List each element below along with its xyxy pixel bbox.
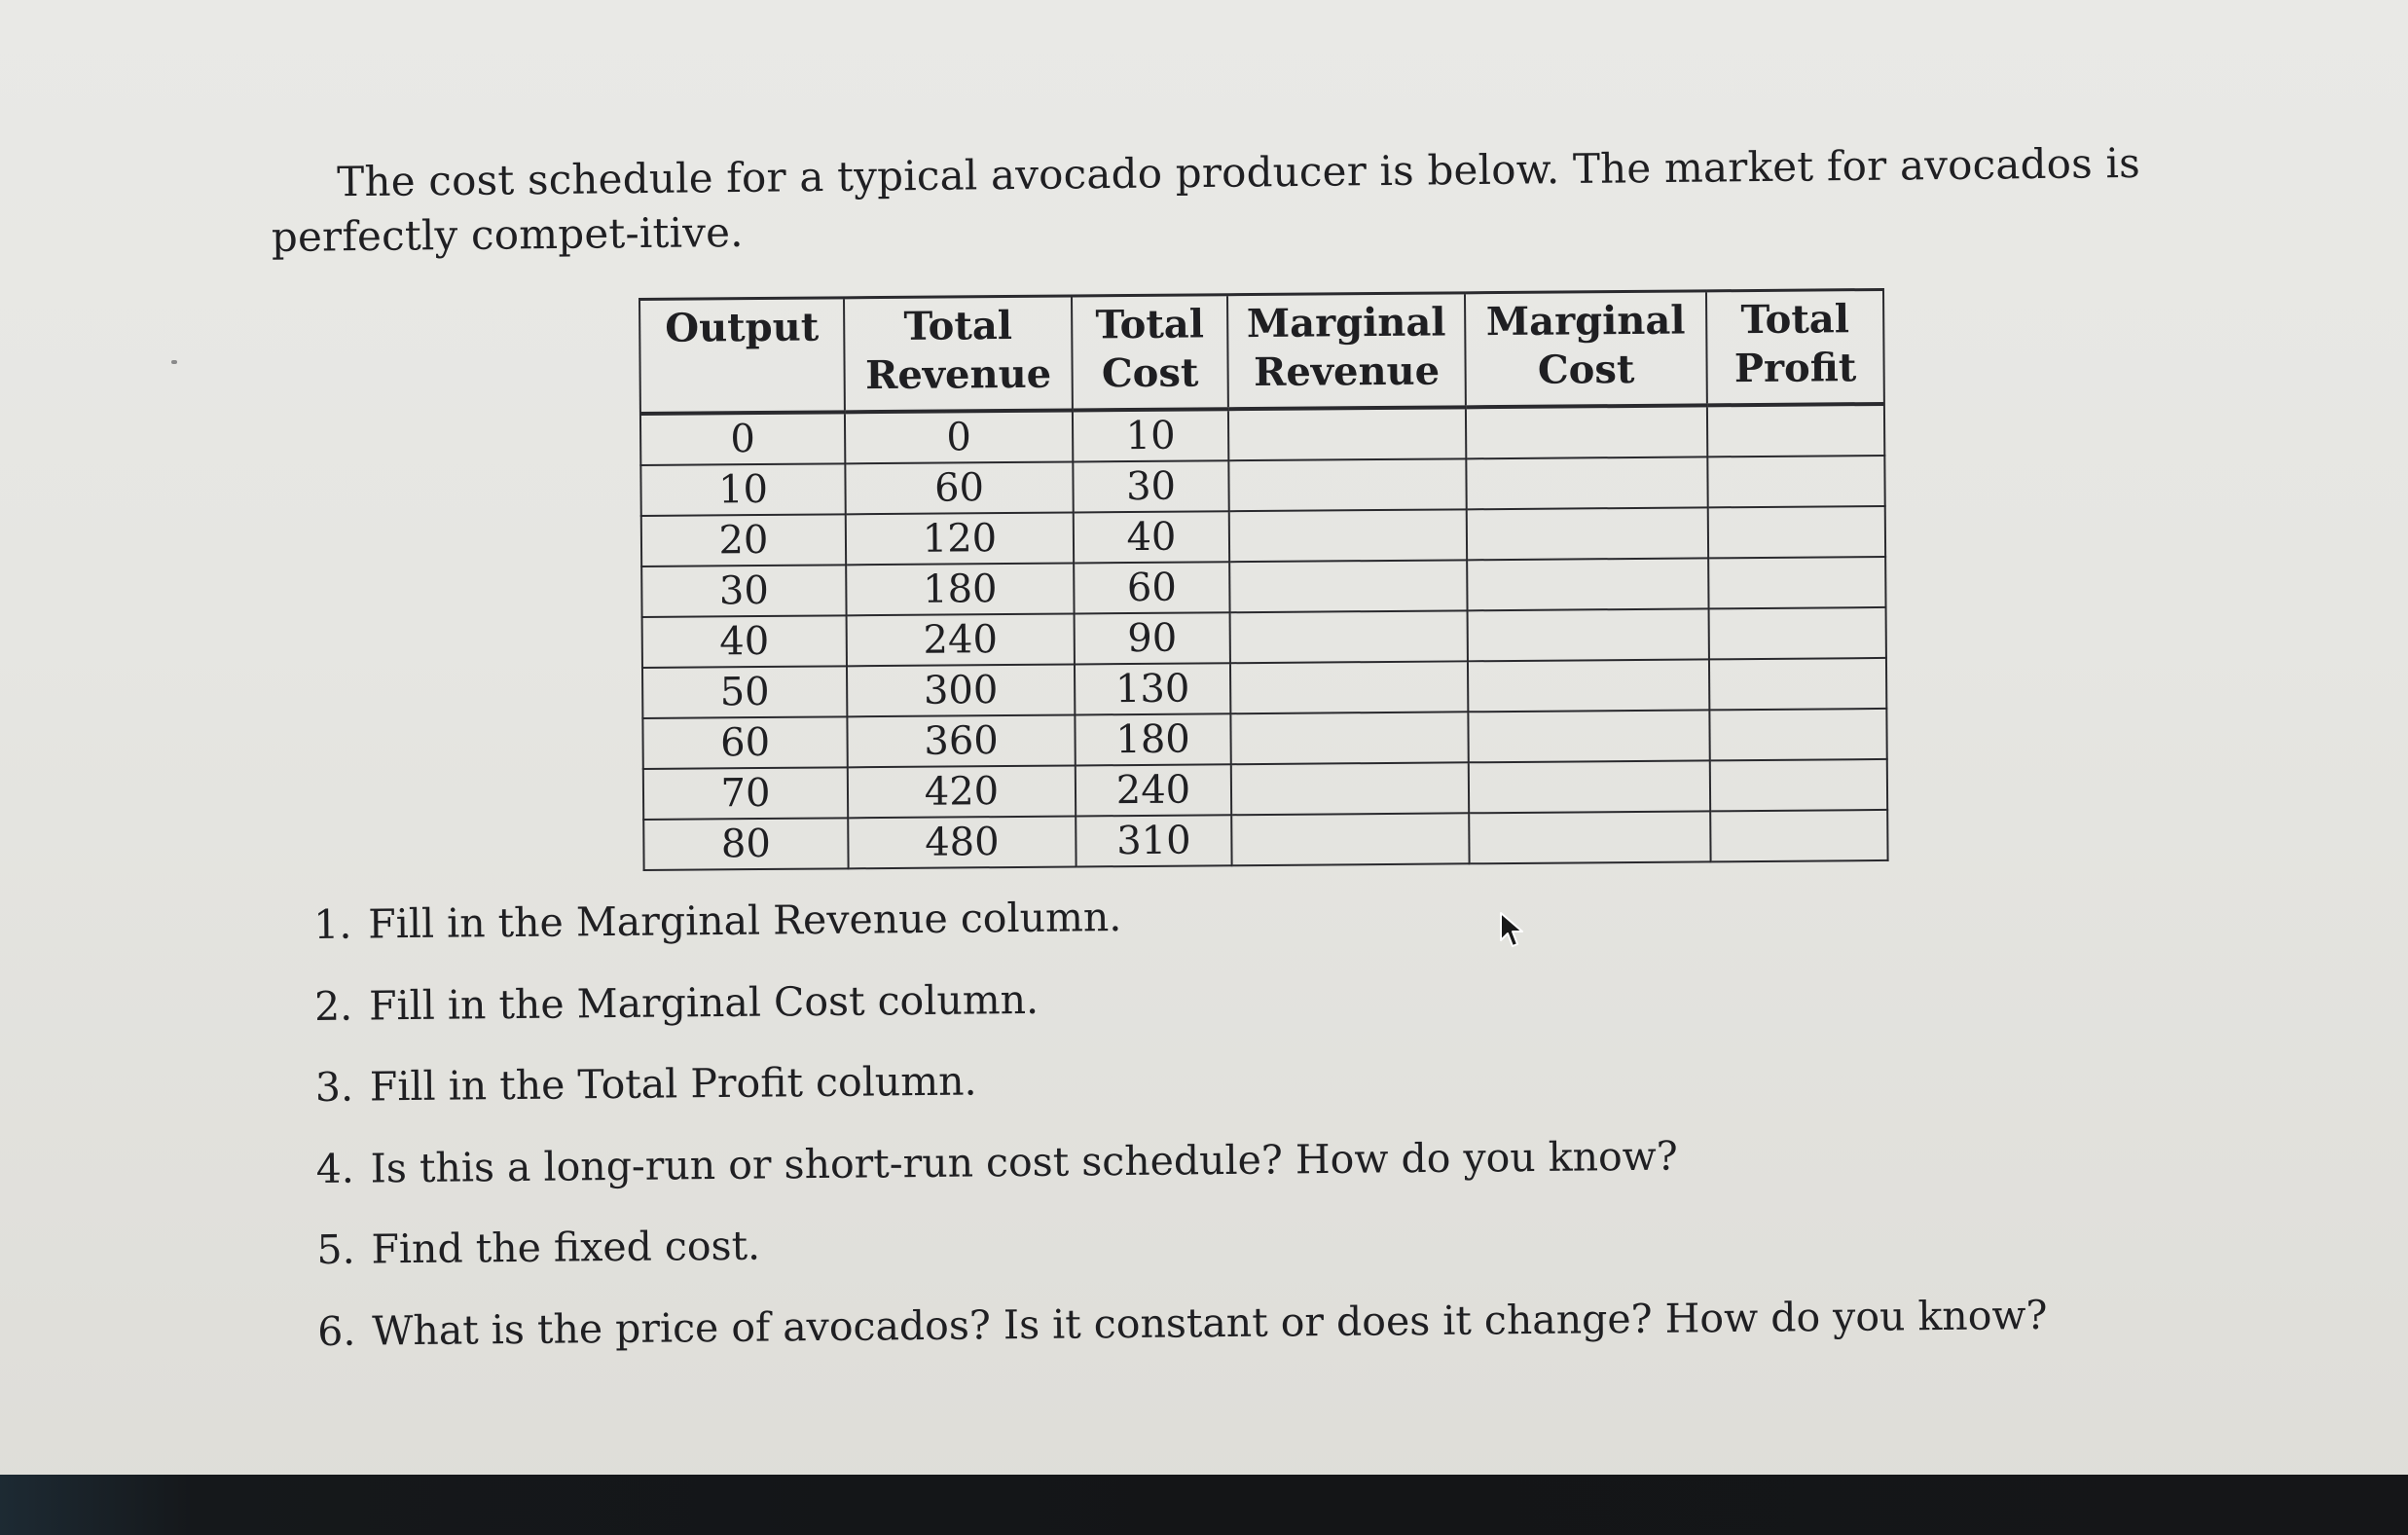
question-number: 3. (314, 1063, 354, 1111)
cell-total-cost: 310 (1076, 815, 1231, 866)
cell-total-cost: 90 (1075, 612, 1230, 664)
cell-marginal-cost (1467, 558, 1708, 610)
cell-output: 0 (640, 412, 845, 465)
intro-paragraph: The cost schedule for a typical avocado producer is below. The market for avocados is perfectly compet-itive. (271, 138, 2141, 261)
cell-total-revenue: 180 (846, 563, 1074, 615)
question-number: 2. (313, 982, 353, 1030)
question-text: Fill in the Total Profit column. (369, 1057, 977, 1111)
question-item (317, 1287, 2048, 1385)
header-total-revenue-line1: Total (903, 302, 1013, 349)
cell-total-revenue: 240 (847, 613, 1075, 666)
question-number: 6. (317, 1307, 356, 1355)
cell-total-profit (1710, 810, 1887, 861)
cell-output: 30 (641, 565, 846, 617)
header-total-cost-line1: Total (1095, 301, 1205, 348)
cell-total-cost: 10 (1073, 409, 1228, 461)
cell-total-revenue: 360 (847, 714, 1075, 767)
cell-total-profit (1709, 709, 1886, 760)
header-total-revenue (844, 296, 1073, 412)
header-marginal-cost (1465, 291, 1707, 407)
cell-output: 40 (642, 615, 847, 668)
question-text: What is the price of avocados? Is it constant or does it change? How do you know? (372, 1291, 2048, 1354)
header-marginal-cost-line2: Cost (1537, 346, 1635, 393)
cell-total-profit (1707, 456, 1884, 507)
header-total-profit-line2: Profit (1733, 345, 1857, 392)
cell-total-cost: 60 (1074, 562, 1229, 613)
cell-total-cost: 130 (1075, 663, 1230, 714)
question-text: Fill in the Marginal Cost column. (368, 975, 1040, 1029)
cell-marginal-cost (1466, 457, 1707, 509)
cell-output: 10 (640, 463, 845, 516)
cell-marginal-cost (1466, 405, 1707, 458)
cell-marginal-revenue (1229, 509, 1467, 562)
cell-marginal-cost (1468, 608, 1709, 661)
header-output (639, 298, 845, 414)
question-text: Fill in the Marginal Revenue column. (368, 894, 1122, 948)
question-text: Is this a long-run or short-run cost schedule? How do you know? (370, 1132, 1678, 1191)
cell-marginal-revenue (1230, 610, 1468, 663)
cell-output: 50 (642, 666, 847, 718)
cell-marginal-cost (1468, 659, 1709, 712)
cell-marginal-revenue (1230, 712, 1468, 764)
cell-total-profit (1708, 506, 1885, 558)
question-number: 1. (313, 900, 352, 948)
cell-output: 70 (643, 767, 848, 820)
cell-output: 60 (642, 716, 847, 769)
table-row (643, 810, 1887, 870)
cell-marginal-cost (1468, 710, 1709, 762)
cell-total-profit (1710, 759, 1887, 811)
cell-total-revenue: 300 (847, 664, 1075, 716)
cost-schedule-table (638, 288, 1889, 871)
cell-marginal-revenue (1230, 661, 1468, 713)
cell-total-cost: 180 (1075, 713, 1230, 765)
header-total-cost-line2: Cost (1101, 349, 1199, 397)
cell-output: 80 (643, 818, 848, 870)
cell-total-cost: 240 (1076, 764, 1231, 816)
cell-total-profit (1707, 404, 1884, 457)
cell-marginal-revenue (1231, 762, 1469, 815)
header-marginal-revenue-line1: Marginal (1246, 299, 1446, 347)
cell-total-revenue: 0 (845, 411, 1073, 464)
cell-marginal-revenue (1229, 560, 1467, 612)
screen-bezel-bottom (0, 1475, 2408, 1535)
cell-total-revenue: 420 (848, 765, 1076, 818)
header-marginal-revenue (1227, 293, 1466, 409)
table-header-row (639, 289, 1884, 414)
question-text: Find the fixed cost. (371, 1222, 761, 1273)
cell-marginal-revenue (1231, 813, 1469, 865)
cell-total-revenue: 480 (848, 816, 1076, 868)
cell-total-revenue: 120 (846, 512, 1074, 565)
header-marginal-cost-line1: Marginal (1485, 297, 1686, 346)
cell-marginal-cost (1469, 811, 1710, 863)
screen-speck (171, 360, 177, 364)
cell-total-cost: 30 (1073, 460, 1228, 512)
cell-output: 20 (641, 514, 846, 566)
cell-total-profit (1708, 557, 1885, 608)
mouse-pointer-icon (1499, 911, 1526, 950)
question-number: 5. (316, 1225, 355, 1273)
cost-schedule-table-wrapper (638, 288, 1889, 871)
cell-total-revenue: 60 (845, 461, 1073, 514)
cell-total-cost: 40 (1074, 511, 1229, 563)
cell-marginal-cost (1469, 760, 1710, 813)
question-list (313, 881, 2048, 1385)
header-total-revenue-line2: Revenue (864, 350, 1052, 399)
header-marginal-revenue-line2: Revenue (1253, 347, 1441, 396)
cell-marginal-cost (1467, 507, 1708, 560)
cell-marginal-revenue (1228, 458, 1466, 511)
header-total-profit-line1: Total (1740, 296, 1850, 344)
header-total-profit (1706, 289, 1884, 405)
question-number: 4. (315, 1145, 355, 1192)
cell-total-profit (1709, 658, 1886, 710)
header-total-cost (1072, 295, 1228, 411)
cell-total-profit (1709, 607, 1886, 659)
header-output-line1: Output (665, 304, 820, 351)
cell-marginal-revenue (1228, 407, 1466, 460)
